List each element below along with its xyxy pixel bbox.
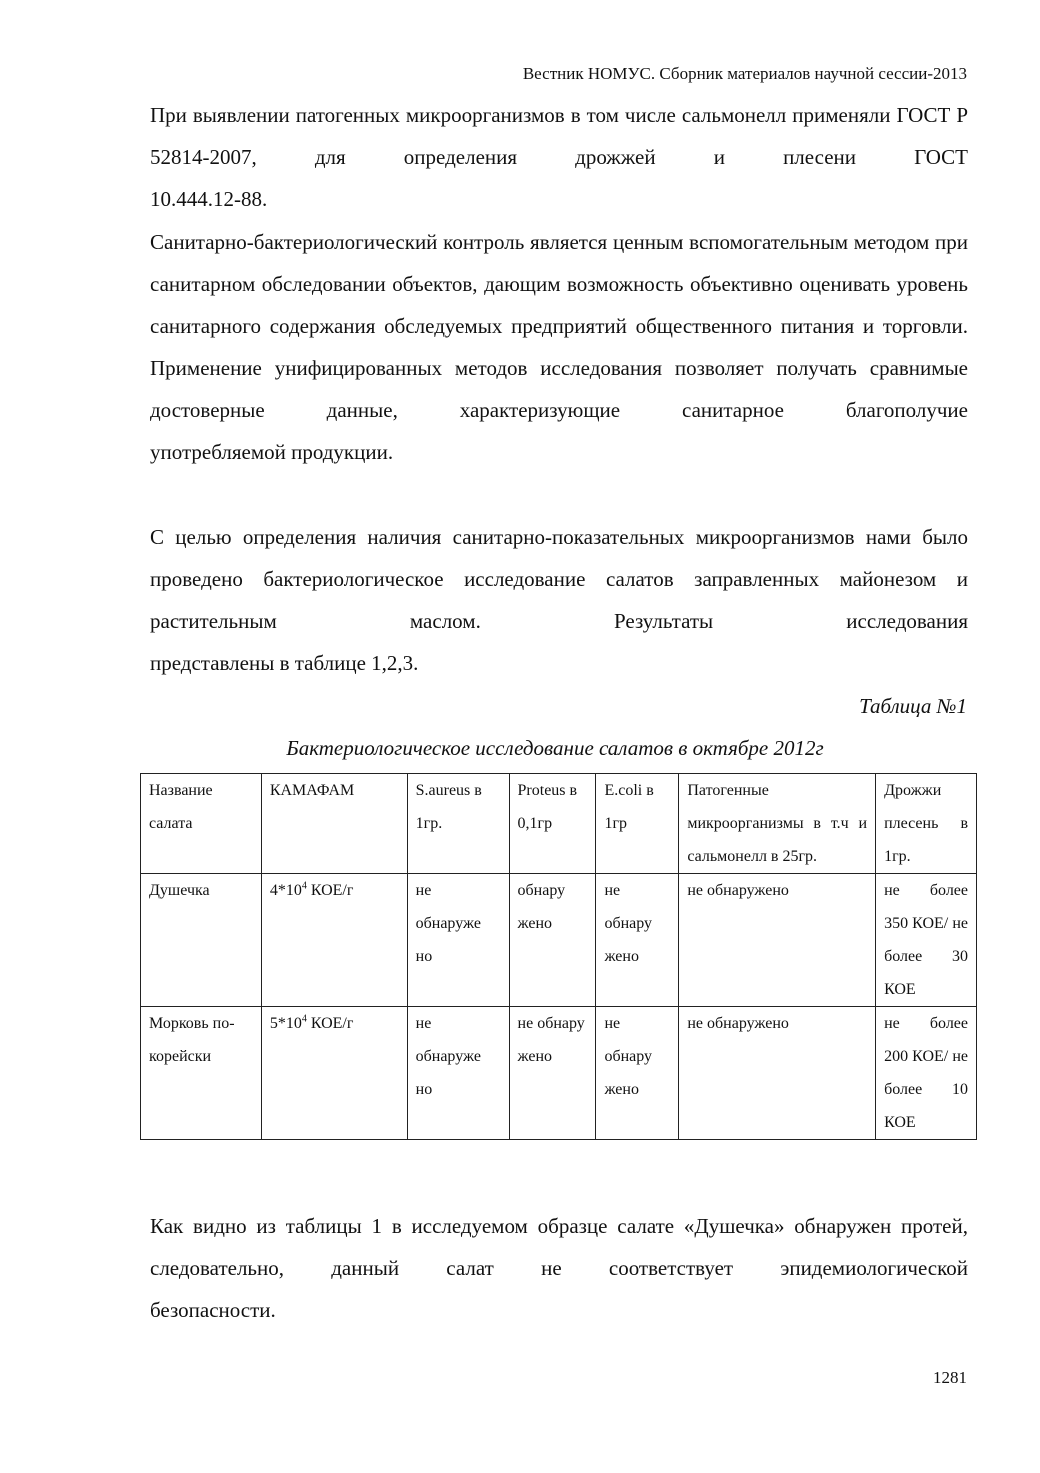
kmafanm-unit: КОЕ/г: [306, 1015, 354, 1032]
cell-salad-name: Душечка: [141, 874, 262, 1007]
paragraph-text-last-line: употребляемой продукции.: [150, 440, 394, 464]
running-header: Вестник НОМУС. Сборник материалов научной сессии-2013: [522, 64, 967, 83]
paragraph-text: При выявлении патогенных микроорганизмов в том числе сальмонелл применяли ГОСТ Р 52814-2007, для определения дрожжей и плесени ГОСТ: [150, 103, 968, 169]
header-cell-proteus: Proteus в 0,1гр: [509, 774, 596, 874]
kmafanm-base: 4*10: [269, 882, 302, 899]
cell-salad-name: Морковь по-корейски: [141, 1007, 262, 1140]
paragraph-text: Как видно из таблицы 1 в исследуемом образце салате «Душечка» обнаружен протей, следовательно, данный салат не соответствует эпидемиологической: [150, 1214, 968, 1280]
header-cell-pathogens: Патогенные микроорганизмы в т.ч и сальмонелл в 25гр.: [679, 774, 876, 874]
cell-s-aureus: не обнаруже но: [407, 874, 509, 1007]
cell-yeast: не более 200 КОЕ/ не более 10 КОЕ: [876, 1007, 977, 1140]
paragraph-text-last-line: представлены в таблице 1,2,3.: [150, 651, 419, 675]
paragraph-text-last-line: безопасности.: [150, 1298, 276, 1322]
paragraph-gost-methods: [150, 94, 968, 220]
cell-yeast: не более 350 КОЕ/ не более 30 КОЕ: [876, 874, 977, 1007]
paragraph-sanitary-control: [150, 221, 968, 473]
kmafanm-exponent: 4: [301, 880, 307, 892]
cell-proteus: обнару жено: [509, 874, 596, 1007]
cell-proteus: не обнару жено: [509, 1007, 596, 1140]
table-row: [141, 874, 977, 1007]
cell-kmafanm: [261, 1007, 407, 1140]
kmafanm-unit: КОЕ/г: [306, 882, 354, 899]
paragraph-text: Санитарно-бактериологический контроль является ценным вспомогательным методом при санитарном обследовании объектов, дающим возможность объективно оценивать уровень санитарного содержания обследуемых предприятий общественного питания и торговли. Применение унифицированных методов исследования позволяет получать сравнимые достоверные данные, характеризующие санитарное благополучие: [150, 230, 968, 422]
cell-pathogens: не обнаружено: [679, 1007, 876, 1140]
table-row: [141, 1007, 977, 1140]
table-title: Бактериологическое исследование салатов в октябре 2012г: [286, 736, 824, 760]
page-number: 1281: [933, 1368, 967, 1387]
table-header-row: [141, 774, 977, 874]
cell-e-coli: не обнару жено: [596, 1007, 679, 1140]
header-cell-s-aureus: S.aureus в 1гр.: [407, 774, 509, 874]
paragraph-study-purpose: [150, 516, 968, 684]
cell-e-coli: не обнару жено: [596, 874, 679, 1007]
kmafanm-base: 5*10: [269, 1015, 302, 1032]
cell-kmafanm: [261, 874, 407, 1007]
cell-s-aureus: не обнаруже но: [407, 1007, 509, 1140]
header-cell-e-coli: E.coli в 1гр: [596, 774, 679, 874]
header-cell-yeast: Дрожжи плесень в 1гр.: [876, 774, 977, 874]
cell-pathogens: не обнаружено: [679, 874, 876, 1007]
results-table: [140, 773, 977, 1140]
header-cell-salad-name: Название салата: [141, 774, 262, 874]
kmafanm-exponent: 4: [301, 1013, 307, 1025]
table-label: Таблица №1: [859, 694, 967, 718]
header-cell-kmafanm: КАМАФАМ: [261, 774, 407, 874]
paragraph-text: С целью определения наличия санитарно-показательных микроорганизмов нами было проведено бактериологическое исследование салатов заправленных майонезом и растительным маслом. Результаты исследования: [150, 525, 968, 633]
paragraph-text-last-line: 10.444.12-88.: [150, 187, 268, 211]
paragraph-conclusion: [150, 1205, 968, 1331]
